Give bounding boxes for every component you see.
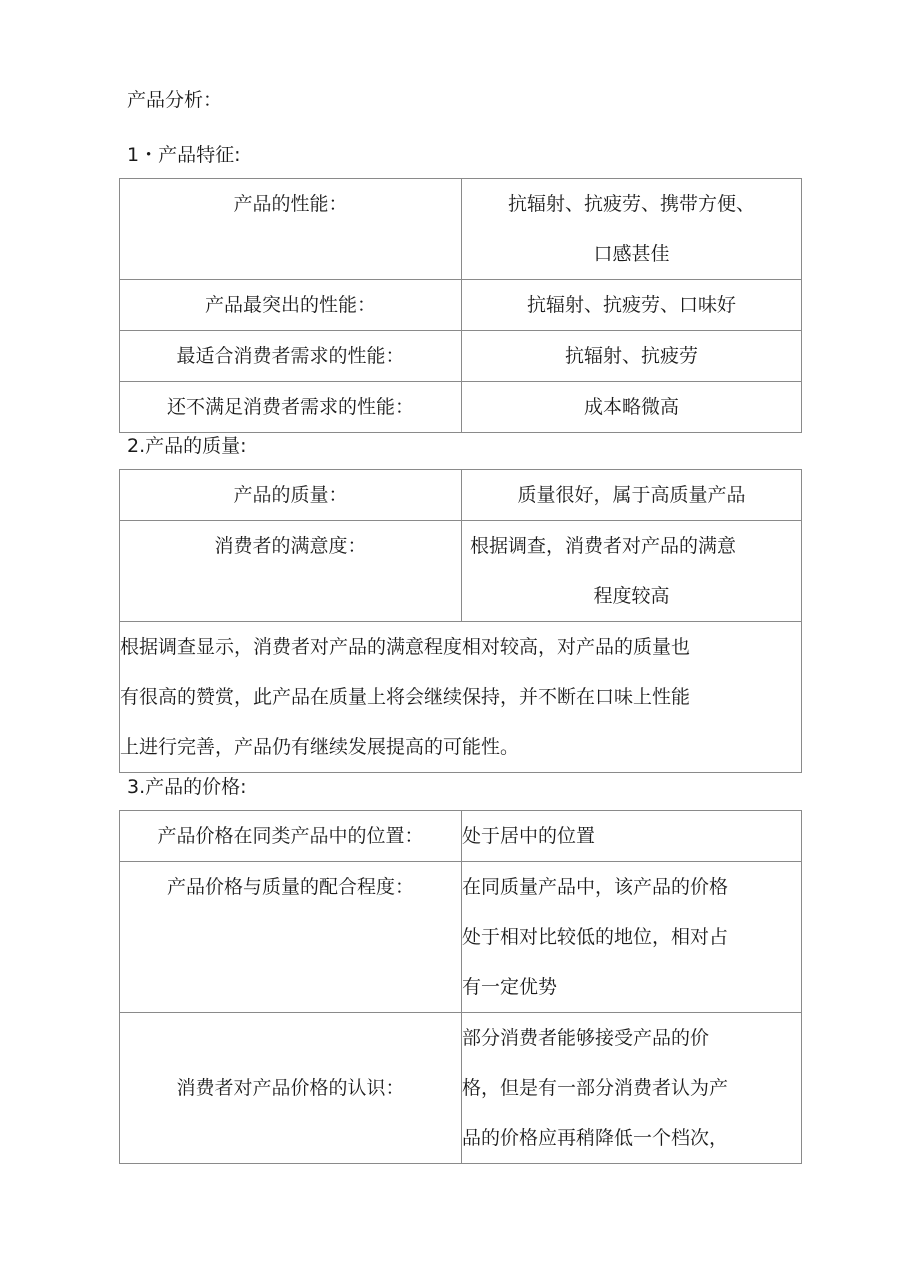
price-label: 产品价格与质量的配合程度： (120, 862, 462, 1013)
feature-label: 还不满足消费者需求的性能： (120, 382, 462, 433)
section-3-heading: 3.产品的价格: (127, 776, 247, 798)
table-row (120, 521, 802, 622)
features-table (119, 178, 802, 433)
quality-value: 根据调查，消费者对产品的满意 程度较高 (462, 521, 802, 622)
table-row (120, 331, 802, 382)
price-value: 部分消费者能够接受产品的价 格，但是有一部分消费者认为产 品的价格应再稍降低一个档次， (462, 1013, 802, 1164)
table-row (120, 382, 802, 433)
feature-value: 抗辐射、抗疲劳、口味好 (462, 280, 802, 331)
price-label: 消费者对产品价格的认识： (120, 1013, 462, 1164)
price-value: 在同质量产品中，该产品的价格 处于相对比较低的地位，相对占 有一定优势 (462, 862, 802, 1013)
quality-value: 质量很好，属于高质量产品 (462, 470, 802, 521)
feature-value: 抗辐射、抗疲劳 (462, 331, 802, 382)
feature-label: 产品的性能： (120, 179, 462, 280)
table-row (120, 280, 802, 331)
price-label: 产品价格在同类产品中的位置： (120, 811, 462, 862)
quality-label: 产品的质量： (120, 470, 462, 521)
feature-label: 最适合消费者需求的性能： (120, 331, 462, 382)
table-row (120, 1013, 802, 1164)
feature-label: 产品最突出的性能： (120, 280, 462, 331)
quality-label: 消费者的满意度： (120, 521, 462, 622)
feature-value: 抗辐射、抗疲劳、携带方便、 口感甚佳 (462, 179, 802, 280)
table-row (120, 811, 802, 862)
page-title: 产品分析： (127, 89, 223, 111)
section-2-heading: 2.产品的质量: (127, 435, 247, 457)
quality-table (119, 469, 802, 773)
table-row (120, 470, 802, 521)
price-value: 处于居中的位置 (462, 811, 802, 862)
table-row (120, 179, 802, 280)
feature-value: 成本略微高 (462, 382, 802, 433)
table-row (120, 622, 802, 773)
price-table (119, 810, 802, 1164)
table-row (120, 862, 802, 1013)
section-1-heading: 1・产品特征: (127, 144, 241, 166)
quality-summary: 根据调查显示，消费者对产品的满意程度相对较高，对产品的质量也 有很高的赞赏，此产品在质量上将会继续保持，并不断在口味上性能 上进行完善，产品仍有继续发展提高的可能性。 (120, 622, 802, 773)
